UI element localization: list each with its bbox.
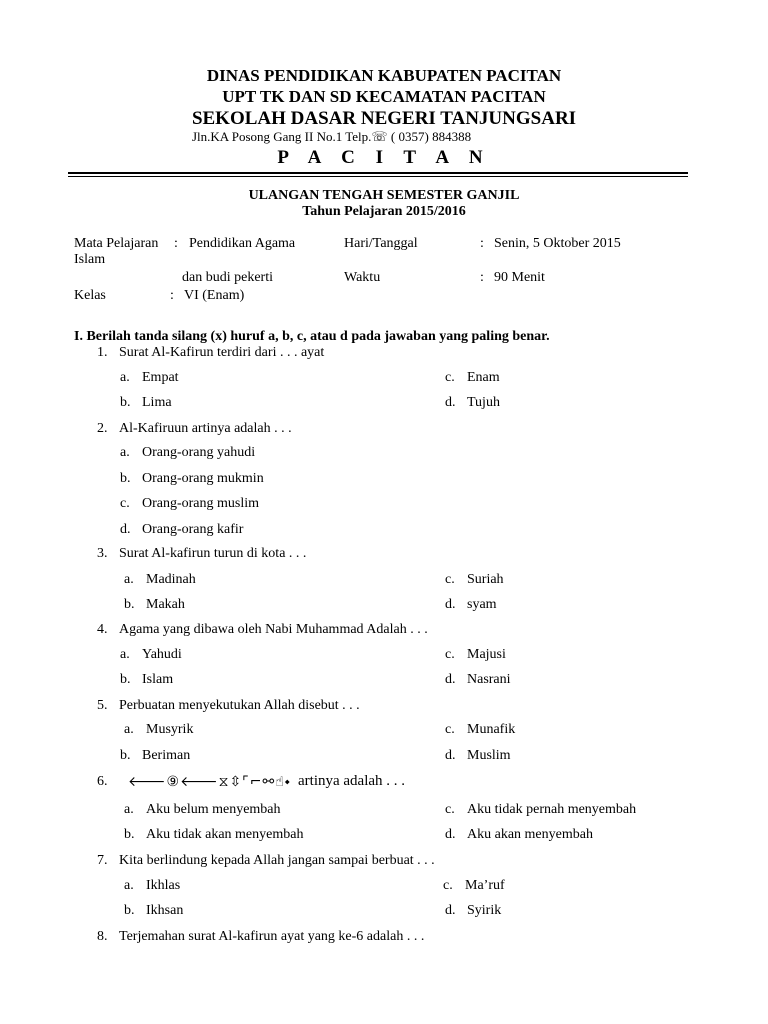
option [124,572,196,588]
option-text: Ikhlas [146,878,181,893]
option [445,647,506,663]
option-letter: d. [120,522,131,537]
question-number: 1. [97,345,108,360]
option-text: Muslim [467,748,511,763]
question-text: Terjemahan surat Al-kafirun ayat yang ke-6 adalah . . . [119,929,425,944]
option-letter: a. [124,878,134,893]
option [445,395,500,411]
option [445,748,511,764]
option [124,722,193,738]
exam-title: ULANGAN TENGAH SEMESTER GANJIL [248,188,520,203]
option-letter: d. [445,395,456,410]
question-number: 6. [97,774,108,789]
option-text: Enam [467,370,500,385]
question-text: Surat Al-Kafirun terdiri dari . . . ayat [119,345,325,360]
option [124,597,185,613]
option-letter: a. [124,722,134,737]
option [445,597,497,613]
option-letter: c. [445,370,455,385]
option-text: Majusi [467,647,506,662]
option [445,672,511,688]
option [124,903,183,919]
option [120,370,179,386]
question-number: 7. [97,853,108,868]
header-divider-thick [68,172,688,174]
question-text: Agama yang dibawa oleh Nabi Muhammad Adalah . . . [119,622,428,637]
option-letter: b. [124,597,135,612]
subject-value: Pendidikan Agama [189,236,296,251]
option [120,496,259,512]
option-letter: d. [445,903,456,918]
option-text: Lima [142,395,172,410]
question-number: 4. [97,622,108,637]
option [445,370,500,386]
time-value: 90 Menit [494,270,545,285]
option [443,878,505,894]
city-name: P A C I T A N [277,147,491,168]
subject-value-cont: dan budi pekerti [182,270,273,285]
option-text: Orang-orang muslim [142,496,260,511]
subject-label: Mata Pelajaran [74,236,159,251]
option-text: Munafik [467,722,516,737]
class-label: Kelas [74,288,106,303]
option-letter: a. [124,572,134,587]
arabic-verse-glyphs: 🡐⑨🡐⧖⇳⌜⌐⚯☝⬩ [128,774,291,790]
option-text: Ma’ruf [465,878,505,893]
question-text: artinya adalah . . . [298,773,406,789]
option-text: Islam [142,672,174,687]
subject-colon: : [174,236,178,251]
school-address: Jln.KA Posong Gang II No.1 Telp.☏ ( 0357) 884388 [192,129,472,144]
option [124,827,303,843]
section-instruction: I. Berilah tanda silang (x) huruf a, b, c, atau d pada jawaban yang paling benar. [74,329,550,344]
option-text: Beriman [142,748,191,763]
option-letter: c. [120,496,130,511]
option-text: Orang-orang yahudi [142,445,256,460]
option-text: Empat [142,370,179,385]
question-text: Perbuatan menyekutukan Allah disebut . . . [119,698,360,713]
academic-year: Tahun Pelajaran 2015/2016 [302,204,466,219]
option-letter: d. [445,748,456,763]
option [120,748,190,764]
school-name: SEKOLAH DASAR NEGERI TANJUNGSARI [191,108,577,129]
option [120,647,182,663]
option-letter: a. [120,647,130,662]
time-colon: : [480,270,484,285]
option-letter: d. [445,672,456,687]
option-letter: b. [124,903,135,918]
option-letter: b. [120,748,131,763]
option [120,672,173,688]
question-number: 5. [97,698,108,713]
district-office-name: UPT TK DAN SD KECAMATAN PACITAN [222,87,546,106]
option-text: Syirik [467,903,502,918]
option [445,802,636,818]
subject-value-wrap: Islam [74,252,106,267]
option-letter: b. [120,395,131,410]
question-text: Surat Al-kafirun turun di kota . . . [119,546,307,561]
option-letter: b. [120,672,131,687]
class-value: VI (Enam) [184,288,245,303]
option-letter: c. [445,802,455,817]
option [445,827,593,843]
option-letter: a. [120,370,130,385]
option-text: Aku tidak pernah menyembah [467,802,637,817]
option-text: syam [467,597,497,612]
question-number: 2. [97,421,108,436]
option-text: Ikhsan [146,903,184,918]
option-text: Suriah [467,572,504,587]
option-text: Orang-orang mukmin [142,471,264,486]
question-number: 8. [97,929,108,944]
option-text: Musyrik [146,722,194,737]
option-text: Madinah [146,572,196,587]
option-text: Orang-orang kafir [142,522,244,537]
option-letter: d. [445,597,456,612]
option-letter: c. [445,647,455,662]
date-value: Senin, 5 Oktober 2015 [494,236,621,251]
option-letter: a. [124,802,134,817]
agency-name: DINAS PENDIDIKAN KABUPATEN PACITAN [206,66,562,85]
question-text: Kita berlindung kepada Allah jangan sampai berbuat . . . [119,853,435,868]
option-text: Aku akan menyembah [467,827,593,842]
option-text: Yahudi [142,647,182,662]
option-text: Aku belum menyembah [146,802,281,817]
header-divider-thin [68,176,688,177]
option-letter: c. [445,722,455,737]
question-number: 3. [97,546,108,561]
option [445,722,515,738]
class-colon: : [170,288,174,303]
question-text: Al-Kafiruun artinya adalah . . . [119,421,292,436]
option [445,572,504,588]
option-letter: c. [445,572,455,587]
option [124,878,180,894]
option-letter: c. [443,878,453,893]
option-text: Tujuh [467,395,500,410]
time-label: Waktu [344,270,381,285]
option [120,471,264,487]
option [120,395,172,411]
option-letter: d. [445,827,456,842]
date-colon: : [480,236,484,251]
option [124,802,281,818]
date-label: Hari/Tanggal [344,236,418,251]
option [120,445,255,461]
option-text: Aku tidak akan menyembah [146,827,304,842]
option [445,903,501,919]
option [120,522,243,538]
option-text: Nasrani [467,672,511,687]
option-letter: a. [120,445,130,460]
option-text: Makah [146,597,185,612]
option-letter: b. [124,827,135,842]
option-letter: b. [120,471,131,486]
